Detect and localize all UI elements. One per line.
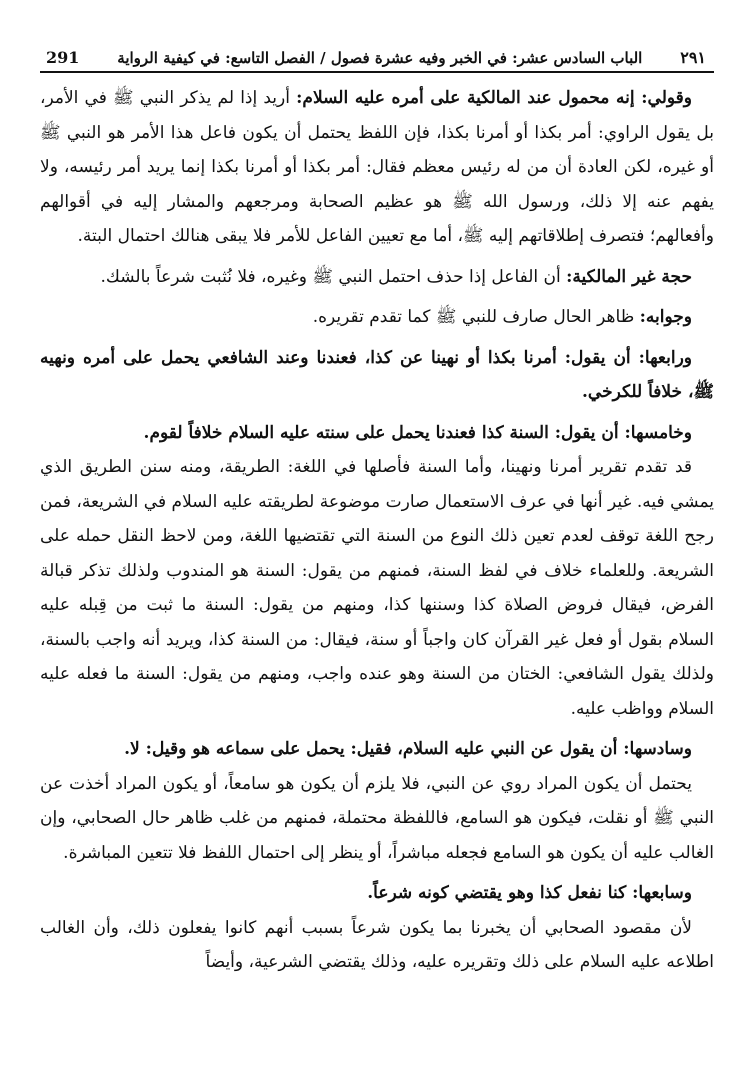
paragraph-text: ظاهر الحال صارف للنبي ﷺ كما تقدم تقريره.	[312, 307, 640, 327]
paragraph-lead: وقولي: إنه محمول عند المالكية على أمره عليه السلام:	[296, 88, 692, 108]
paragraph	[40, 416, 714, 451]
paragraph	[40, 911, 714, 980]
page-number-arabic: ٢٩١	[680, 48, 706, 67]
page-body	[40, 81, 714, 980]
running-header	[40, 48, 714, 73]
paragraph-lead: وسابعها: كنا نفعل كذا وهو يقتضي كونه شرعاً.	[367, 883, 692, 903]
paragraph	[40, 81, 714, 254]
paragraph-lead: وخامسها: أن يقول: السنة كذا فعندنا يحمل على سنته عليه السلام خلافاً لقوم.	[143, 422, 692, 443]
paragraph-text: أريد إذا لم يذكر النبي ﷺ في الأمر، بل يقول الراوي: أمر بكذا أو أمرنا بكذا، فإن اللفظ يحتمل أن يكون فاعل هذا الأمر هو النبي ﷺ أو غيره، لكن العادة أن من له رئيس معظم فقال: أمر بكذا أو أمرنا بكذا إنما يريد أمر رئيسه، ولا يفهم عنه إلا ذلك، ورسول الله ﷺ هو عظيم الصحابة ومرجعهم والمشار إليه في أقوالهم وأفعالهم؛ فتصرف إطلاقاتهم إليه ﷺ، أما مع تعيين الفاعل للأمر فلا يبقى هنالك احتمال البتة.	[40, 88, 714, 246]
paragraph	[40, 876, 714, 911]
paragraph-lead: وسادسها: أن يقول عن النبي عليه السلام، فقيل: يحمل على سماعه هو وقيل: لا.	[124, 739, 692, 759]
paragraph-text: أن الفاعل إذا حذف احتمل النبي ﷺ وغيره، فلا نُثبت شرعاً بالشك.	[100, 266, 567, 287]
paragraph	[40, 450, 714, 726]
paragraph	[40, 341, 714, 410]
paragraph-text: يحتمل أن يكون المراد روي عن النبي، فلا يلزم أن يكون هو سامعاً، أو يكون المراد أخذت عن النبي ﷺ أو نقلت، فيكون هو السامع، فاللفظة محتملة، فمنهم من غلب ظاهر حال الصحابي، وإن الغالب عليه أن يكون هو السامع فجعله مباشراً، أو ينظر إلى احتمال اللفظ فلا تتعين المباشرة.	[40, 773, 714, 863]
running-title: الباب السادس عشر: في الخبر وفيه عشرة فصول / الفصل التاسع: في كيفية الرواية	[117, 49, 643, 67]
page-number-latin: 291	[46, 48, 80, 67]
paragraph-lead: وجوابه:	[639, 307, 692, 327]
paragraph	[40, 767, 714, 871]
paragraph-lead: ورابعها: أن يقول: أمرنا بكذا أو نهينا عن كذا، فعندنا وعند الشافعي يحمل على أمره ونهيه ﷺ، خلافاً للكرخي.	[40, 347, 714, 402]
paragraph	[40, 300, 714, 335]
paragraph-lead: حجة غير المالكية:	[566, 266, 692, 287]
paragraph-text: لأن مقصود الصحابي أن يخبرنا بما يكون شرعاً بسبب أنهم كانوا يفعلون ذلك، وأن الغالب اطلاعه عليه السلام على ذلك وتقريره عليه، وذلك يقتضي الشرعية، وأيضاً	[40, 917, 714, 972]
paragraph	[40, 260, 714, 295]
paragraph	[40, 732, 714, 767]
paragraph-text: قد تقدم تقرير أمرنا ونهينا، وأما السنة فأصلها في اللغة: الطريقة، ومنه سنن الطريق الذي يمشي فيه. غير أنها في عرف الاستعمال صارت موضوعة لطريقته عليه السلام في الشريعة، فمن رجح اللغة توقف لعدم تعين ذلك النوع من السنة التي تقتضيها اللغة، ومن لاحظ النقل حمله على الشريعة. وللعلماء خلاف في لفظ السنة، فمنهم من يقول: السنة هو المندوب ولذلك تذكر قبالة الفرض، فيقال فروض الصلاة كذا وسننها كذا، ومنهم من يقول: السنة ما ثبت من قِبله عليه السلام بقول أو فعل غير القرآن كان واجباً أو سنة، فيقال: من السنة كذا، ويريد أنه واجب بالسنة، ولذلك يقول الشافعي: الختان من السنة وهو عنده واجب، ومنهم من يقول: السنة ما فعله عليه السلام وواظب عليه.	[40, 457, 714, 719]
